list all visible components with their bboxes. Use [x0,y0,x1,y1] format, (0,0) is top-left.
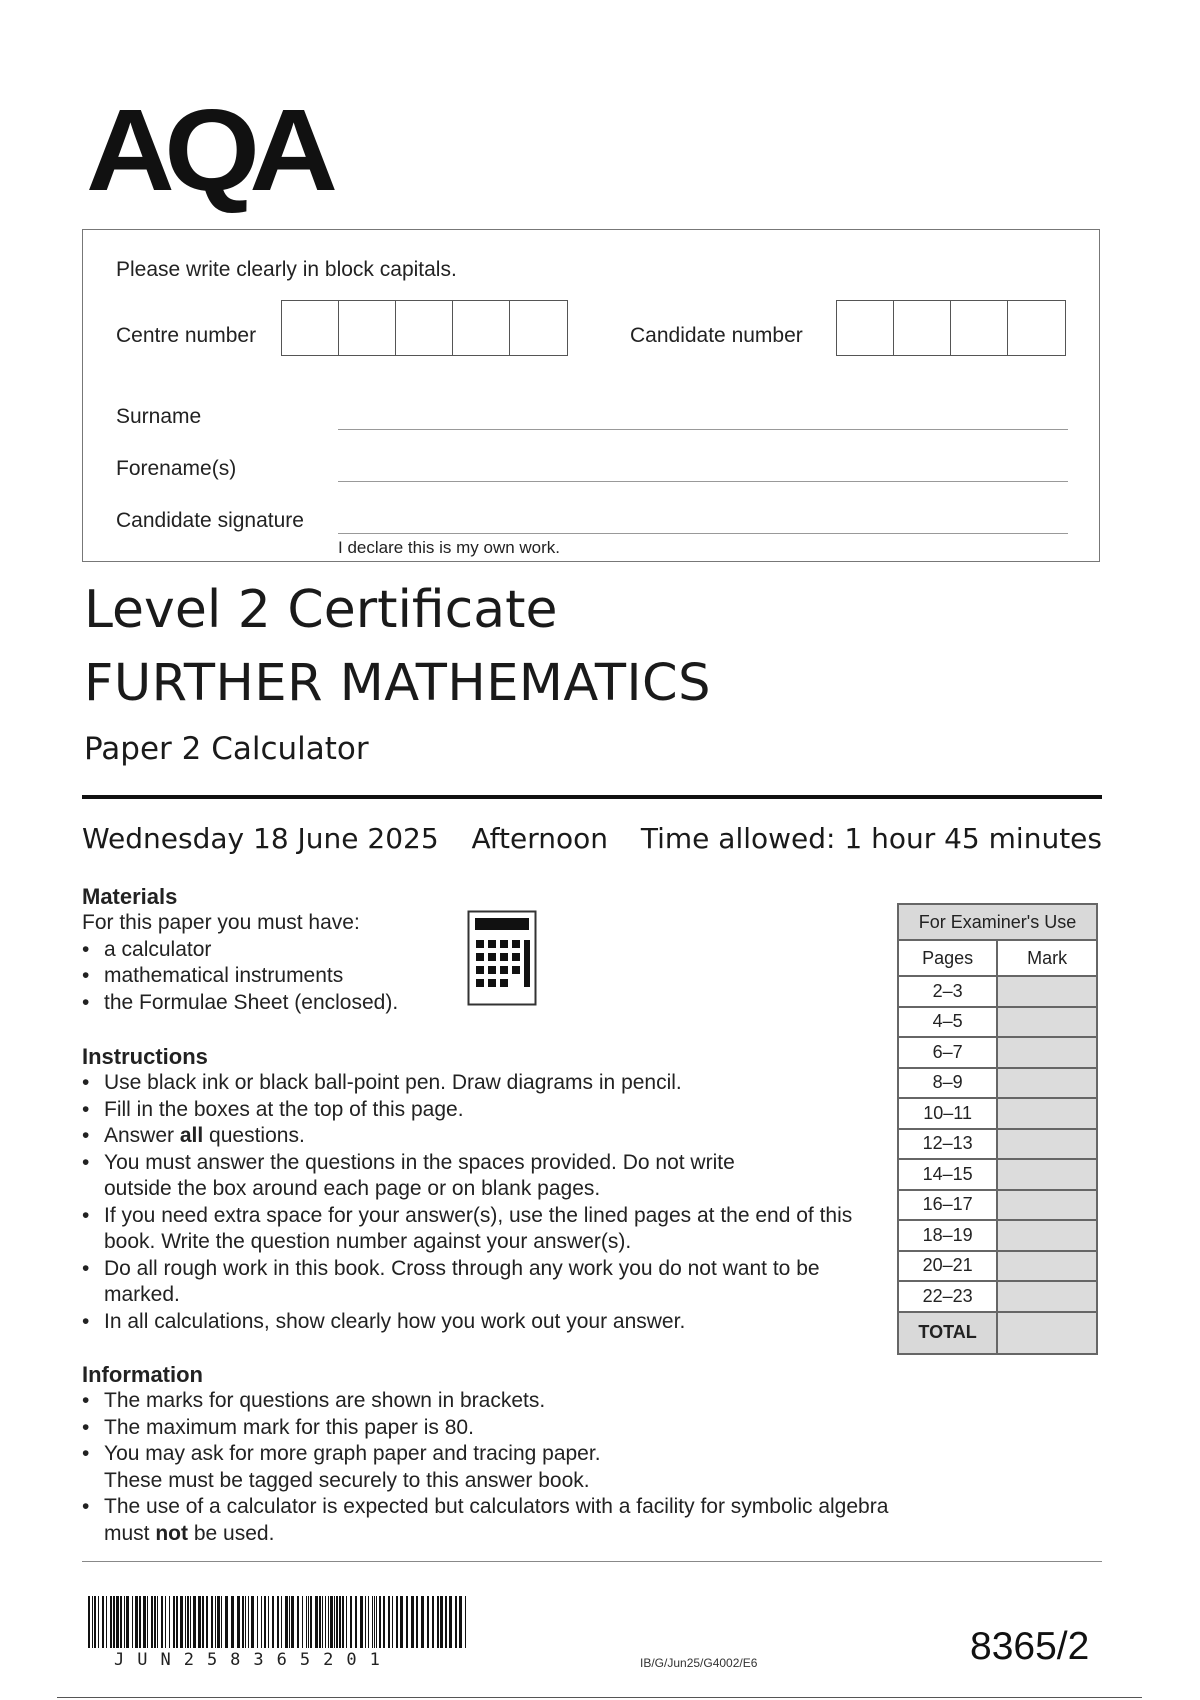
list-item: • In all calculations, show clearly how you work out your answer. [82,1309,882,1336]
mark-cell[interactable] [997,1068,1097,1099]
surname-field[interactable] [338,429,1068,430]
instructions-section [82,1044,882,1335]
table-row [898,1129,1097,1160]
pages-cell: 2–3 [898,976,997,1007]
mark-cell[interactable] [997,1251,1097,1282]
forename-label: Forename(s) [116,457,237,480]
table-row [898,1251,1097,1282]
exam-session: Afternoon [471,822,609,855]
pages-cell: 14–15 [898,1159,997,1190]
list-item: • If you need extra space for your answer(s), use the lined pages at the end of this book. Write the question number against your answer(s). [82,1203,894,1256]
signature-label: Candidate signature [116,509,304,532]
centre-number-cell[interactable] [339,301,396,355]
signature-field[interactable] [338,533,1068,534]
list-item: • The use of a calculator is expected but calculators with a facility for symbolic algebra must not be used. [82,1494,894,1547]
mark-cell[interactable] [997,1098,1097,1129]
examiners-use-table [897,903,1098,1355]
barcode-image [88,1596,470,1654]
list-item: • Use black ink or black ball-point pen. Draw diagrams in pencil. [82,1070,882,1097]
centre-number-grid[interactable] [281,300,568,356]
mark-cell[interactable] [997,1159,1097,1190]
pages-cell: 22–23 [898,1281,997,1312]
materials-heading: Materials [82,884,178,909]
table-row [898,1159,1097,1190]
paper-title: Paper 2 Calculator [84,731,369,767]
instructions-heading: Instructions [82,1044,208,1069]
candidate-number-cell[interactable] [1008,301,1065,355]
page-bottom-rule [57,1697,1142,1698]
total-mark-cell[interactable] [997,1312,1097,1354]
table-row [898,976,1097,1007]
candidate-number-cell[interactable] [837,301,894,355]
examiners-use-title: For Examiner's Use [898,904,1097,940]
list-item: • Do all rough work in this book. Cross through any work you do not want to be marked. [82,1256,834,1309]
total-row [898,1312,1097,1354]
mark-column-header: Mark [997,940,1097,976]
barcode-digits: JUN258365201 [114,1650,393,1670]
table-row [898,1190,1097,1221]
pages-cell: 18–19 [898,1220,997,1251]
list-item: • Fill in the boxes at the top of this page. [82,1097,882,1124]
materials-intro: For this paper you must have: [82,911,360,934]
title-divider [82,795,1102,799]
pages-cell: 4–5 [898,1007,997,1038]
information-section [82,1362,889,1547]
table-row [898,1281,1097,1312]
candidate-number-cell[interactable] [951,301,1008,355]
list-item: • the Formulae Sheet (enclosed). [82,990,502,1017]
total-label: TOTAL [898,1312,997,1354]
forename-field[interactable] [338,481,1068,482]
mark-cell[interactable] [997,1220,1097,1251]
footer-divider [82,1561,1102,1562]
pages-cell: 8–9 [898,1068,997,1099]
list-item: • Answer all questions. [82,1123,882,1150]
exam-date-line [82,822,1102,855]
list-item: • The maximum mark for this paper is 80. [82,1415,882,1442]
block-capitals-instruction: Please write clearly in block capitals. [116,258,457,281]
centre-number-label: Centre number [116,324,257,347]
information-heading: Information [82,1362,203,1387]
certificate-level-title: Level 2 Certificate [84,580,558,640]
candidate-number-label: Candidate number [630,324,803,347]
instructions-list [82,1070,882,1335]
materials-list [82,937,502,1017]
table-row [898,1220,1097,1251]
declaration-text: I declare this is my own work. [338,538,561,557]
subject-title: FURTHER MATHEMATICS [84,654,712,713]
table-row [898,1037,1097,1068]
pages-cell: 6–7 [898,1037,997,1068]
list-item: • The marks for questions are shown in brackets. [82,1388,882,1415]
centre-number-cell[interactable] [510,301,567,355]
pages-cell: 16–17 [898,1190,997,1221]
calculator-icon [467,910,537,1006]
pages-cell: 10–11 [898,1098,997,1129]
table-row [898,1068,1097,1099]
surname-label: Surname [116,405,202,428]
mark-cell[interactable] [997,1190,1097,1221]
pages-cell: 12–13 [898,1129,997,1160]
mark-cell[interactable] [997,976,1097,1007]
time-allowed: Time allowed: 1 hour 45 minutes [640,822,1102,855]
centre-number-cell[interactable] [396,301,453,355]
list-item: • a calculator [82,937,502,964]
centre-number-cell[interactable] [282,301,339,355]
centre-number-cell[interactable] [453,301,510,355]
mark-cell[interactable] [997,1037,1097,1068]
information-list [82,1388,889,1547]
mark-cell[interactable] [997,1007,1097,1038]
pages-column-header: Pages [898,940,997,976]
materials-section [82,884,502,1016]
pages-cell: 20–21 [898,1251,997,1282]
mark-cell[interactable] [997,1281,1097,1312]
exam-date: Wednesday 18 June 2025 [82,822,439,855]
table-row [898,1007,1097,1038]
paper-code: 8365/2 [970,1625,1090,1668]
candidate-number-cell[interactable] [894,301,951,355]
aqa-logo: AQA [86,85,328,215]
candidate-number-grid[interactable] [836,300,1066,356]
list-item: • You may ask for more graph paper and tracing paper. These must be tagged securely to this answer book. [82,1441,664,1494]
list-item: • You must answer the questions in the spaces provided. Do not write outside the box around each page or on blank pages. [82,1150,804,1203]
paper-reference: IB/G/Jun25/G4002/E6 [640,1656,758,1670]
table-row [898,1098,1097,1129]
mark-cell[interactable] [997,1129,1097,1160]
list-item: • mathematical instruments [82,963,502,990]
